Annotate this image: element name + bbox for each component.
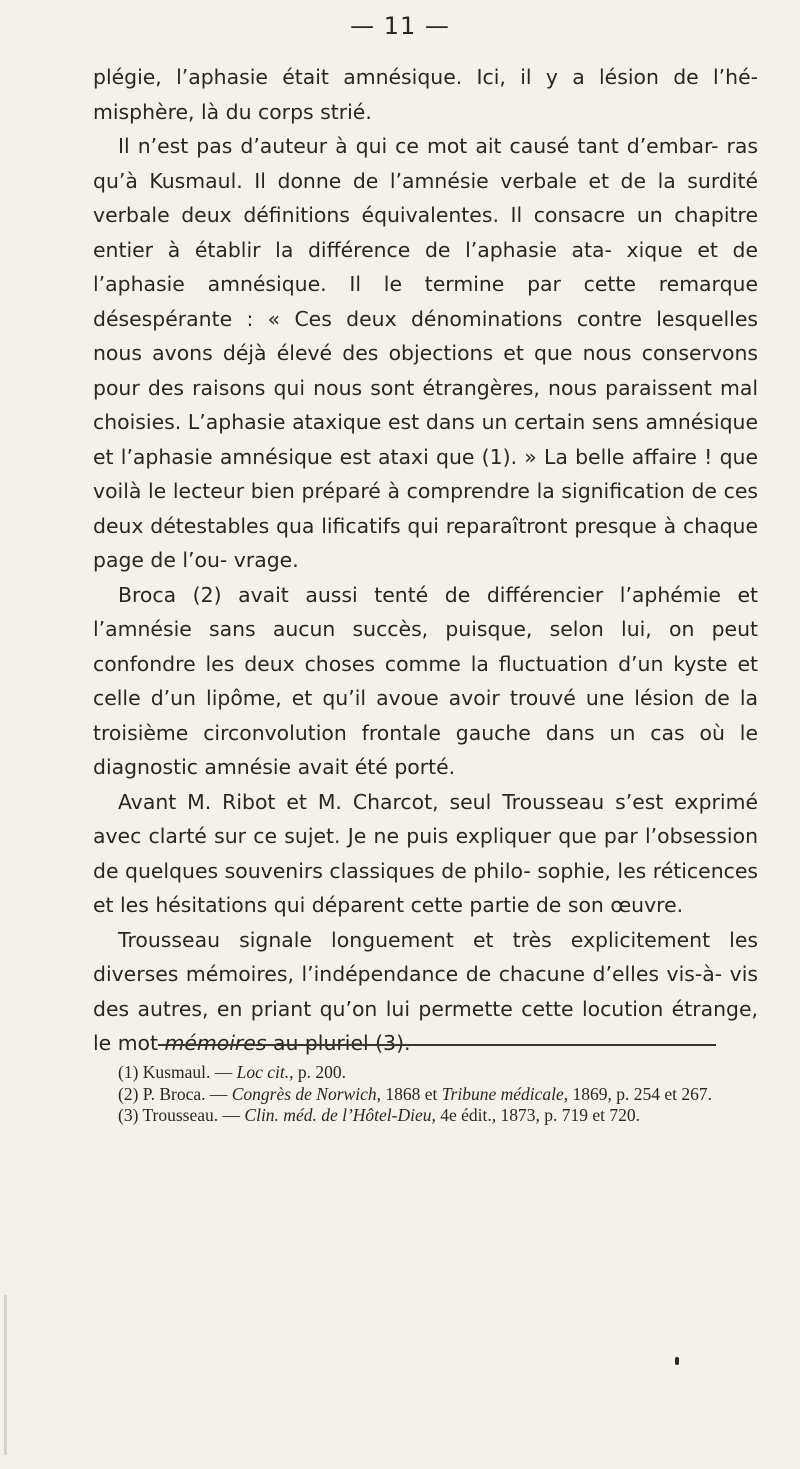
footnote-2-title-2: Tribune médicale [441, 1083, 564, 1104]
page-number: — 11 — [350, 12, 450, 40]
footnote-3-marker: (3) Trousseau. — [118, 1105, 245, 1125]
footnote-1-marker: (1) Kusmaul. — [118, 1062, 237, 1082]
footnote-3 [93, 1105, 763, 1127]
ink-speck [675, 1357, 679, 1365]
footnote-separator [158, 1044, 716, 1046]
footnote-2-rest: , 1868 et [376, 1083, 442, 1104]
footnote-3-rest: , 4e édit., 1873, p. 719 et 720. [431, 1105, 641, 1125]
footnote-2-marker: (2) P. Broca. — [118, 1083, 232, 1104]
footnotes [93, 1062, 763, 1127]
paragraph-1: plégie, l’aphasie était amnésique. Ici, il y a lésion de l’hé- misphère, là du corps strié. [93, 65, 758, 124]
footnote-2-title: Congrès de Norwich [231, 1083, 377, 1104]
paragraph-5-emphasis: mémoires [164, 1031, 267, 1055]
binding-edge [4, 1295, 7, 1455]
footnote-1-title: Loc cit. [236, 1062, 290, 1082]
paragraph-3: Broca (2) avait aussi tenté de différencier l’aphémie et l’amnésie sans aucun succès, puisque, selon lui, on peut confondre les deux choses comme la fluctuation d’un kyste et celle d’un lipôme, et qu’il avoue avoir trouvé une lésion de la troisième circonvolution frontale gauche dans un cas où le diagnostic amnésie avait été porté. [93, 582, 758, 779]
footnote-1 [93, 1062, 763, 1084]
paragraph-5-text: Trousseau signale longuement et très explicitement les diverses mémoires, l’indépendance de chacune d’elles vis-à- vis des autres, en priant qu’on lui permette cette locution étrange, le mot [93, 927, 758, 1055]
paragraph-5-end: au pluriel (3). [266, 1031, 411, 1055]
footnote-1-rest: , p. 200. [289, 1062, 346, 1082]
footnote-2-rest-2: , 1869, p. 254 et 267. [563, 1083, 713, 1104]
body-text [93, 60, 758, 1061]
paragraph-5 [93, 923, 758, 1061]
paragraph-2: Il n’est pas d’auteur à qui ce mot ait causé tant d’embar- ras qu’à Kusmaul. Il donne de l’amnésie verbale et de la surdité verbale deux définitions équivalentes. Il consacre un chapitre entier à établir la différence de l’aphasie ata- xique et de l’aphasie amnésique. Il le termine par cette remarque désespérante : « Ces deux dénominations contre lesquelles nous avons déjà élevé des objections et que nous conservons pour des raisons qui nous sont étrangères, nous paraissent mal choisies. L’aphasie ataxique est dans un certain sens amnésique et l’aphasie amnésique est ataxi que (1). » La belle affaire ! que voilà le lecteur bien préparé à comprendre la signification de ces deux détestables qua lificatifs qui reparaîtront presque à chaque page de l’ou- vrage. [93, 134, 758, 572]
paragraph-4: Avant M. Ribot et M. Charcot, seul Trousseau s’est exprimé avec clarté sur ce sujet. Je ne puis expliquer que par l’obsession de quelques souvenirs classiques de philo- sophie, les réticences et les hésitations qui déparent cette partie de son œuvre. [93, 789, 758, 917]
footnote-2 [93, 1084, 763, 1106]
footnote-3-title: Clin. méd. de l’Hôtel-Dieu [244, 1105, 432, 1125]
